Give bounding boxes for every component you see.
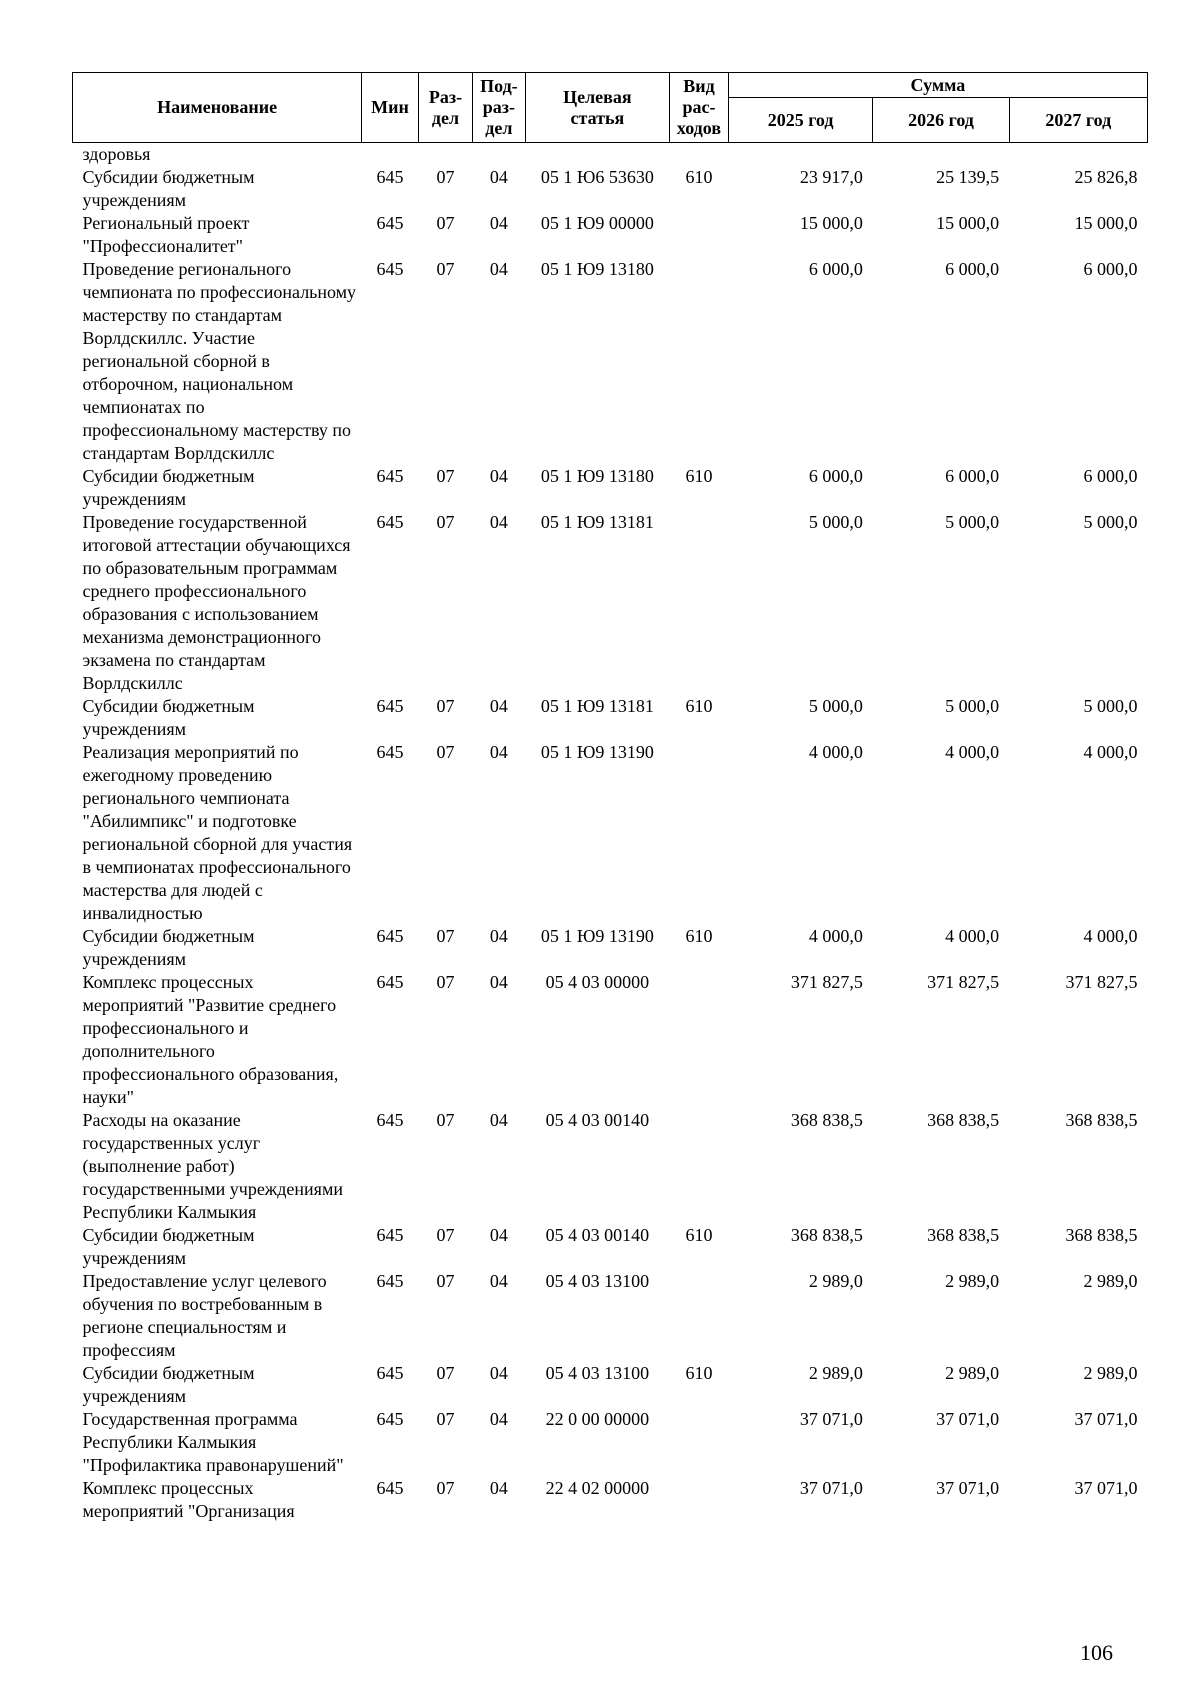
header-min: Мин <box>362 73 419 143</box>
cell-razdel: 07 <box>436 1271 455 1291</box>
cell-podrazdel: 04 <box>489 512 508 532</box>
cell-min: 645 <box>376 167 404 187</box>
cell-min: 645 <box>376 1225 404 1245</box>
cell-target: 05 1 Ю9 13180 <box>540 466 654 486</box>
cell-2027: 2 989,0 <box>1083 1363 1138 1383</box>
cell-2027: 6 000,0 <box>1083 259 1138 279</box>
cell-2027: 368 838,5 <box>1065 1225 1138 1245</box>
cell-razdel: 07 <box>436 512 455 532</box>
cell-razdel: 07 <box>436 696 455 716</box>
cell-2027: 5 000,0 <box>1083 512 1138 532</box>
cell-razdel: 07 <box>436 742 455 762</box>
cell-podrazdel: 04 <box>489 742 508 762</box>
cell-2025: 5 000,0 <box>808 512 863 532</box>
cell-name: Комплекс процессных мероприятий "Организация <box>82 1478 295 1521</box>
cell-2027: 37 071,0 <box>1074 1409 1138 1429</box>
cell-vid <box>670 1408 729 1477</box>
cell-2027: 2 989,0 <box>1083 1271 1138 1291</box>
cell-vid: 610 <box>685 466 713 486</box>
cell-target: 05 1 Ю9 00000 <box>540 213 654 233</box>
cell-podrazdel: 04 <box>489 167 508 187</box>
cell-2025 <box>728 143 873 167</box>
cell-2027: 4 000,0 <box>1083 926 1138 946</box>
cell-target: 05 4 03 00000 <box>545 972 650 992</box>
cell-vid <box>670 741 729 925</box>
cell-2026: 5 000,0 <box>945 512 1000 532</box>
table-row <box>73 212 1148 258</box>
cell-2026: 6 000,0 <box>945 259 1000 279</box>
cell-target: 05 4 03 00140 <box>545 1225 650 1245</box>
cell-min: 645 <box>376 742 404 762</box>
cell-2025: 37 071,0 <box>799 1478 863 1498</box>
cell-2027: 371 827,5 <box>1065 972 1138 992</box>
cell-vid <box>670 258 729 465</box>
cell-razdel: 07 <box>436 1478 455 1498</box>
header-2026: 2026 год <box>873 98 1009 143</box>
table-row <box>73 143 1148 167</box>
cell-vid <box>670 511 729 695</box>
cell-vid <box>670 1109 729 1224</box>
cell-2025: 6 000,0 <box>808 259 863 279</box>
cell-2026: 368 838,5 <box>927 1110 1000 1130</box>
cell-podrazdel: 04 <box>489 926 508 946</box>
cell-2025: 4 000,0 <box>808 926 863 946</box>
cell-razdel: 07 <box>436 167 455 187</box>
cell-min: 645 <box>376 696 404 716</box>
cell-razdel: 07 <box>436 1225 455 1245</box>
cell-min: 645 <box>376 213 404 233</box>
table-row <box>73 1362 1148 1408</box>
cell-target: 05 4 03 00140 <box>545 1110 650 1130</box>
cell-target: 05 1 Ю9 13180 <box>540 259 654 279</box>
cell-razdel: 07 <box>436 466 455 486</box>
header-razdel: Раз- дел <box>418 73 472 143</box>
table-body <box>73 143 1148 1524</box>
cell-name: Реализация мероприятий по ежегодному проведению регионального чемпионата "Абилимпикс" и подготовке региональной сборной для участия в чемпионатах профессионального мастерства для людей с инвалидностью <box>82 742 353 923</box>
cell-min: 645 <box>376 1363 404 1383</box>
cell-min: 645 <box>376 259 404 279</box>
cell-podrazdel: 04 <box>489 1271 508 1291</box>
header-name: Наименование <box>73 73 362 143</box>
cell-razdel: 07 <box>436 1409 455 1429</box>
cell-2026: 2 989,0 <box>945 1363 1000 1383</box>
cell-razdel: 07 <box>436 972 455 992</box>
cell-podrazdel <box>473 143 525 167</box>
table-row <box>73 1270 1148 1362</box>
cell-razdel: 07 <box>436 259 455 279</box>
table-row <box>73 166 1148 212</box>
cell-podrazdel: 04 <box>489 1110 508 1130</box>
cell-2027: 4 000,0 <box>1083 742 1138 762</box>
cell-vid <box>670 1477 729 1523</box>
cell-2026: 37 071,0 <box>936 1478 1000 1498</box>
cell-2027: 25 826,8 <box>1074 167 1138 187</box>
cell-2025: 2 989,0 <box>808 1363 863 1383</box>
cell-2026 <box>873 143 1009 167</box>
cell-2026: 368 838,5 <box>927 1225 1000 1245</box>
cell-2025: 2 989,0 <box>808 1271 863 1291</box>
table-row <box>73 258 1148 465</box>
table-row <box>73 1477 1148 1523</box>
cell-min: 645 <box>376 466 404 486</box>
table-row <box>73 465 1148 511</box>
cell-target: 22 0 00 00000 <box>545 1409 650 1429</box>
cell-razdel: 07 <box>436 1363 455 1383</box>
cell-2026: 4 000,0 <box>945 926 1000 946</box>
table-row <box>73 1224 1148 1270</box>
cell-2026: 5 000,0 <box>945 696 1000 716</box>
cell-min: 645 <box>376 972 404 992</box>
cell-name: Субсидии бюджетным учреждениям <box>82 696 255 739</box>
cell-2025: 5 000,0 <box>808 696 863 716</box>
table-row <box>73 741 1148 925</box>
cell-podrazdel: 04 <box>489 972 508 992</box>
cell-2026: 371 827,5 <box>927 972 1000 992</box>
cell-podrazdel: 04 <box>489 1363 508 1383</box>
cell-name: Субсидии бюджетным учреждениям <box>82 167 255 210</box>
table-row <box>73 1408 1148 1477</box>
cell-2026: 2 989,0 <box>945 1271 1000 1291</box>
header-vid: Вид рас- ходов <box>670 73 729 143</box>
cell-min: 645 <box>376 1478 404 1498</box>
cell-podrazdel: 04 <box>489 1478 508 1498</box>
cell-2027: 368 838,5 <box>1065 1110 1138 1130</box>
cell-2025: 37 071,0 <box>799 1409 863 1429</box>
cell-name: здоровья <box>82 144 151 164</box>
cell-podrazdel: 04 <box>489 696 508 716</box>
cell-vid: 610 <box>685 167 713 187</box>
header-sum: Сумма <box>728 73 1147 98</box>
cell-target: 05 1 Ю9 13190 <box>540 926 654 946</box>
cell-razdel: 07 <box>436 1110 455 1130</box>
cell-name: Расходы на оказание государственных услуг (выполнение работ) государственными учреждениями Республики Калмыкия <box>82 1110 343 1222</box>
cell-2025: 368 838,5 <box>790 1225 863 1245</box>
cell-razdel: 07 <box>436 926 455 946</box>
cell-min: 645 <box>376 926 404 946</box>
cell-podrazdel: 04 <box>489 466 508 486</box>
table-row <box>73 1109 1148 1224</box>
cell-target: 05 1 Ю9 13190 <box>540 742 654 762</box>
cell-vid: 610 <box>685 926 713 946</box>
cell-vid: 610 <box>685 1225 713 1245</box>
cell-2026: 25 139,5 <box>936 167 1000 187</box>
cell-2026: 15 000,0 <box>936 213 1000 233</box>
cell-name: Комплекс процессных мероприятий "Развитие среднего профессионального и дополнительного профессионального образования, науки" <box>82 972 339 1107</box>
cell-name: Государственная программа Республики Калмыкия "Профилактика правонарушений" <box>82 1409 344 1475</box>
cell-2026: 37 071,0 <box>936 1409 1000 1429</box>
cell-target: 05 4 03 13100 <box>545 1363 650 1383</box>
cell-name: Субсидии бюджетным учреждениям <box>82 1363 255 1406</box>
cell-target: 05 4 03 13100 <box>545 1271 650 1291</box>
table-header <box>73 73 1148 143</box>
cell-target: 05 1 Ю6 53630 <box>540 167 654 187</box>
table-row <box>73 511 1148 695</box>
budget-table <box>72 72 1148 1523</box>
cell-razdel <box>418 143 472 167</box>
cell-min: 645 <box>376 512 404 532</box>
cell-2027: 5 000,0 <box>1083 696 1138 716</box>
cell-2026: 4 000,0 <box>945 742 1000 762</box>
cell-target: 05 1 Ю9 13181 <box>540 696 654 716</box>
cell-vid <box>670 212 729 258</box>
header-2027: 2027 год <box>1009 98 1147 143</box>
cell-2025: 4 000,0 <box>808 742 863 762</box>
cell-vid: 610 <box>685 1363 713 1383</box>
page-number: 106 <box>1080 1640 1113 1665</box>
cell-target <box>525 143 670 167</box>
cell-razdel: 07 <box>436 213 455 233</box>
header-2025: 2025 год <box>728 98 873 143</box>
header-podrazdel: Под- раз- дел <box>473 73 525 143</box>
cell-min: 645 <box>376 1409 404 1429</box>
cell-name: Субсидии бюджетным учреждениям <box>82 466 255 509</box>
cell-2026: 6 000,0 <box>945 466 1000 486</box>
cell-target: 22 4 02 00000 <box>545 1478 650 1498</box>
cell-min: 645 <box>376 1110 404 1130</box>
cell-name: Проведение регионального чемпионата по профессиональному мастерству по стандартам Ворлдскиллс. Участие региональной сборной в отборочном, национальном чемпионатах по профессиональному мастерству по стандартам Ворлдскиллс <box>82 259 357 463</box>
table-row <box>73 925 1148 971</box>
cell-name: Проведение государственной итоговой аттестации обучающихся по образовательным программам среднего профессионального образования с использованием механизма демонстрационного экзамена по стандартам Ворлдскиллс <box>82 512 351 693</box>
cell-name: Региональный проект "Профессионалитет" <box>82 213 250 256</box>
cell-min: 645 <box>376 1271 404 1291</box>
table-row <box>73 971 1148 1109</box>
cell-vid <box>670 971 729 1109</box>
cell-2025: 23 917,0 <box>799 167 863 187</box>
cell-podrazdel: 04 <box>489 1225 508 1245</box>
cell-2027: 15 000,0 <box>1074 213 1138 233</box>
cell-podrazdel: 04 <box>489 259 508 279</box>
cell-2025: 6 000,0 <box>808 466 863 486</box>
cell-vid: 610 <box>685 696 713 716</box>
cell-name: Субсидии бюджетным учреждениям <box>82 926 255 969</box>
cell-podrazdel: 04 <box>489 213 508 233</box>
cell-2027 <box>1009 143 1147 167</box>
table-row <box>73 695 1148 741</box>
cell-target: 05 1 Ю9 13181 <box>540 512 654 532</box>
cell-min <box>362 143 419 167</box>
cell-podrazdel: 04 <box>489 1409 508 1429</box>
cell-vid <box>670 1270 729 1362</box>
header-target: Целевая статья <box>525 73 670 143</box>
cell-2025: 368 838,5 <box>790 1110 863 1130</box>
cell-2025: 15 000,0 <box>799 213 863 233</box>
cell-2025: 371 827,5 <box>790 972 863 992</box>
cell-vid <box>670 143 729 167</box>
cell-2027: 6 000,0 <box>1083 466 1138 486</box>
cell-name: Предоставление услуг целевого обучения по востребованным в регионе специальностям и профессиям <box>82 1271 327 1360</box>
cell-name: Субсидии бюджетным учреждениям <box>82 1225 255 1268</box>
cell-2027: 37 071,0 <box>1074 1478 1138 1498</box>
